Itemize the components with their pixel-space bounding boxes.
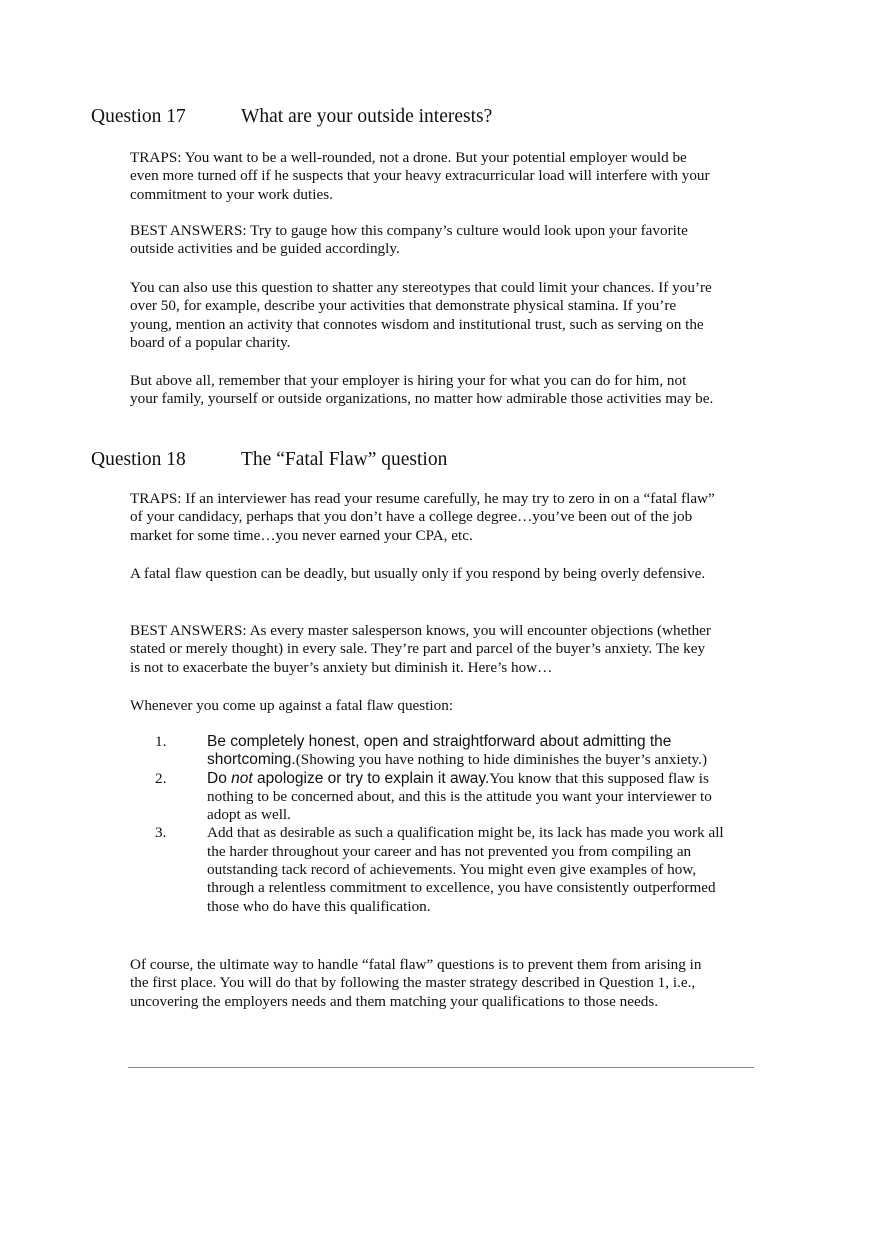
paragraph: BEST ANSWERS: Try to gauge how this company’s culture would look upon your favorite outside activities and be guided accordingly.	[130, 222, 688, 258]
numbered-list	[130, 733, 730, 916]
list-number: 2.	[155, 769, 167, 787]
list-item-text: (Showing you have nothing to hide diminishes the buyer’s anxiety.)	[295, 751, 708, 769]
paragraph: BEST ANSWERS: As every master salesperson knows, you will encounter objections (whether stated or merely thought) in every sale. They’re part and parcel of the buyer’s anxiety. The key is not to exacerbate the buyer’s anxiety but diminish it. Here’s how…	[130, 622, 711, 676]
list-item-text: You know that this supposed flaw is nothing to be concerned about, and this is the attitude you want your interviewer to adopt as well.	[207, 769, 712, 824]
list-item	[130, 770, 730, 825]
list-item-text: Add that as desirable as such a qualification might be, its lack has made you work all the harder throughout your career and has not prevented you from compiling an outstanding tack record of achievements. You might even give examples of how, through a relentless commitment to excellence, you have consistently outperformed those who do have this qualification.	[207, 824, 724, 915]
paragraph: TRAPS: You want to be a well-rounded, not a drone. But your potential employer would be even more turned off if he suspects that your heavy extracurricular load will interfere with your commitment to your work duties.	[130, 149, 710, 203]
paragraph: But above all, remember that your employer is hiring your for what you can do for him, not your family, yourself or outside organizations, no matter how admirable those activities may be.	[130, 372, 714, 408]
list-item	[130, 733, 730, 770]
list-number: 3.	[155, 824, 167, 842]
paragraph: A fatal flaw question can be deadly, but usually only if you respond by being overly defensive.	[130, 565, 706, 582]
horizontal-rule	[128, 1067, 754, 1068]
question-title: The “Fatal Flaw” question	[241, 449, 448, 470]
paragraph: Whenever you come up against a fatal flaw question:	[130, 697, 454, 714]
question-number: Question 18	[91, 449, 186, 470]
list-item-lead: Do not apologize or try to explain it away.	[207, 769, 490, 787]
list-item	[130, 824, 730, 915]
closing-paragraph: Of course, the ultimate way to handle “fatal flaw” questions is to prevent them from arising in the first place. You will do that by following the master strategy described in Question 1, i.e., uncovering the employers needs and them matching your qualifications to those needs.	[130, 956, 702, 1010]
paragraph: TRAPS: If an interviewer has read your resume carefully, he may try to zero in on a “fatal flaw” of your candidacy, perhaps that you don’t have a college degree…you’ve been out of the job market for some time…you never earned your CPA, etc.	[130, 490, 715, 544]
question-number: Question 17	[91, 106, 186, 127]
question-title: What are your outside interests?	[241, 106, 493, 127]
list-number: 1.	[155, 733, 167, 750]
list-item-lead: Be completely honest, open and straightforward about admitting the shortcoming.	[207, 733, 672, 769]
paragraph: You can also use this question to shatter any stereotypes that could limit your chances. If you’re over 50, for example, describe your activities that demonstrate physical stamina. If you’re young, mention an activity that connotes wisdom and institutional trust, such as serving on the board of a popular charity.	[130, 279, 712, 351]
